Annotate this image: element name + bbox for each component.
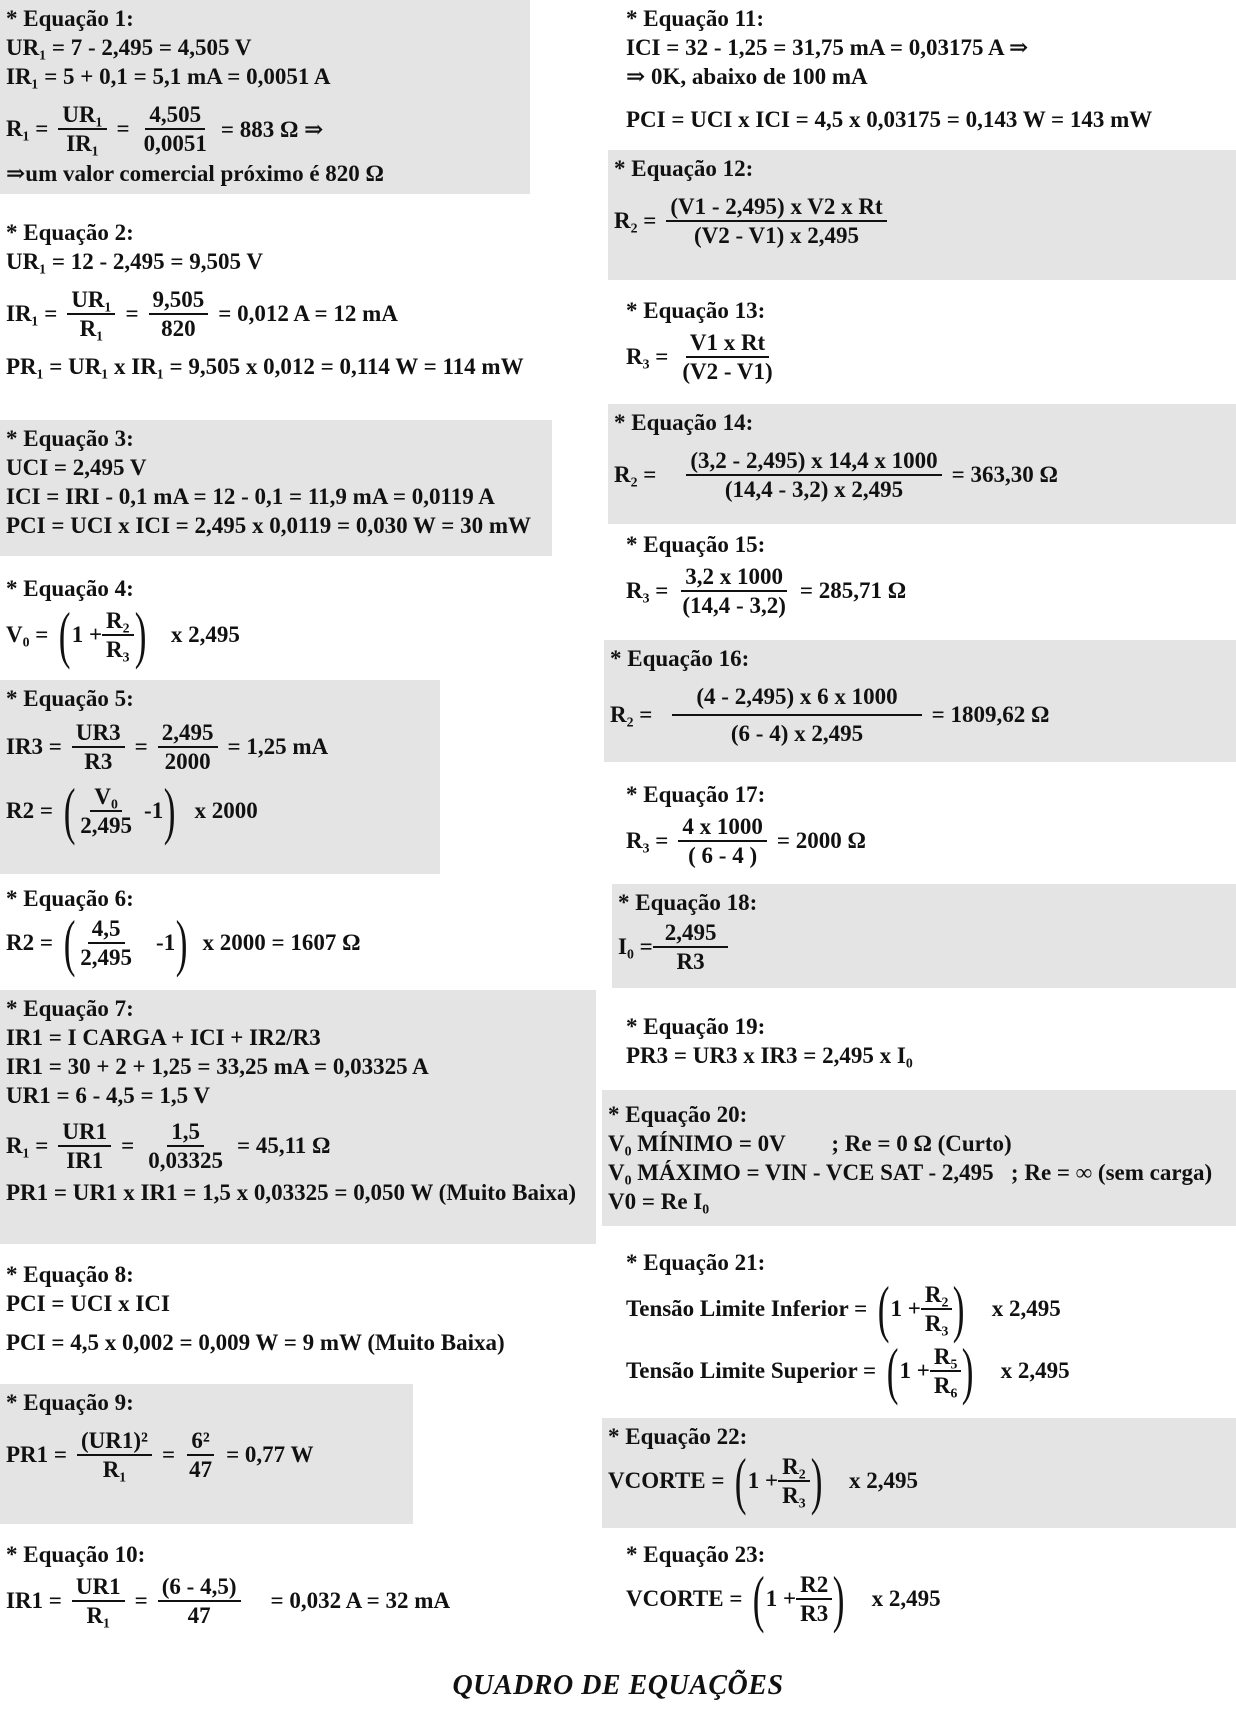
- equation-21: [620, 1244, 1232, 1410]
- equation-14: [608, 404, 1236, 524]
- equation-15: [620, 526, 1232, 626]
- term: 1 +: [747, 1468, 779, 1493]
- denominator: R₃: [782, 1483, 806, 1508]
- numerator: R₅: [930, 1343, 962, 1372]
- numerator: 4 x 1000: [678, 813, 767, 842]
- equation-title: * Equação 6:: [6, 886, 134, 911]
- lhs: R₂ =: [614, 208, 657, 233]
- fraction: [778, 1453, 810, 1509]
- result: x 2,495: [848, 1468, 918, 1493]
- lhs: R₁ =: [6, 1133, 49, 1158]
- equation-line: V₀ MÁXIMO = VIN - VCE SAT - 2,495 ; Re = ∞ (sem carga): [608, 1160, 1213, 1185]
- equation-3: [0, 420, 552, 556]
- denominator: 47: [187, 1603, 211, 1628]
- denominator: IR₁: [66, 131, 99, 156]
- equation-title: * Equação 21:: [626, 1250, 766, 1275]
- denominator: (14,4 - 3,2): [682, 593, 786, 618]
- lhs: VCORTE =: [608, 1468, 725, 1493]
- lhs: R₂ =: [614, 462, 657, 487]
- equation-title: * Equação 4:: [6, 576, 134, 601]
- equation-fraction-row: R₁ = $\frac{UR1}{IR1}$ = $\frac{1,5}{0,03325}$ = 45,11 Ω: [6, 1119, 331, 1173]
- fraction: [678, 813, 767, 869]
- denominator: 2,495: [80, 813, 133, 838]
- result: = 0,012 A = 12 mA: [218, 301, 398, 326]
- equation-title: * Equação 12:: [614, 156, 754, 181]
- equation-fraction-row: [626, 813, 1226, 869]
- result: = 883 Ω ⇒: [220, 116, 324, 142]
- equation-fraction-row: [626, 329, 1226, 385]
- page-title: QUADRO DE EQUAÇÕES: [452, 1670, 784, 1701]
- equation-title: * Equação 9:: [6, 1390, 134, 1415]
- equation-line: V0 = Re I₀: [608, 1189, 710, 1214]
- equation-13: [620, 292, 1232, 392]
- numerator: UR3: [72, 719, 125, 748]
- parenthesized-expression: ( 1 + $\frac{\text{R₂}}{\text{R₃}}$ ): [877, 1273, 965, 1344]
- numerator: 6²: [187, 1427, 213, 1456]
- equation-line: V₀ MÍNIMO = 0V ; Re = 0 Ω (Curto): [608, 1131, 1012, 1156]
- numerator: 2,495: [653, 919, 729, 948]
- equation-title: * Equação 13:: [626, 298, 766, 323]
- fraction: [666, 193, 886, 249]
- equation-title: * Equação 19:: [626, 1014, 766, 1039]
- equation-20: [602, 1090, 1236, 1226]
- fraction: [653, 919, 729, 975]
- parenthesized-expression: ( $\frac{\text{V₀}}{2,495}$ -1 ): [63, 775, 176, 846]
- numerator: R₂: [778, 1453, 810, 1482]
- result: = 0,77 W: [226, 1442, 314, 1467]
- denominator: R₁: [86, 1603, 111, 1628]
- fraction: [58, 101, 106, 157]
- parenthesized-expression: ( 1 + $\frac{\text{R₂}}{\text{R₃}}$ ): [59, 599, 147, 670]
- equation-fraction-row: R₁ = $\frac{\text{UR₁}}{\text{IR₁}}$ = $\frac{4,505}{0,0051}$ = 883 Ω ⇒: [6, 102, 324, 156]
- lhs: R2 =: [6, 930, 53, 955]
- equation-title: * Equação 23:: [626, 1542, 766, 1567]
- lhs: I₀ =: [618, 934, 653, 959]
- lhs: VCORTE =: [626, 1586, 743, 1611]
- denominator: 820: [161, 316, 196, 341]
- numerator: 4,5: [88, 915, 125, 944]
- equation-fraction-row: PR1 = $\frac{\text{(UR1)²}}{\text{R₁}}$ = $\frac{\text{6²}}{47}$ = 0,77 W: [6, 1428, 314, 1482]
- fraction: [672, 683, 921, 747]
- fraction: [72, 1573, 125, 1629]
- equation-line: PCI = UCI x ICI: [6, 1291, 170, 1316]
- fraction: [796, 1571, 832, 1627]
- numerator: R₂: [921, 1281, 953, 1310]
- equation-line: PR₁ = UR₁ x IR₁ = 9,505 x 0,012 = 0,114 W = 114 mW: [6, 354, 524, 379]
- equation-title: * Equação 5:: [6, 686, 134, 711]
- parenthesized-expression: ( $\frac{4,5}{2,495}$ -1 ): [63, 907, 188, 978]
- equation-22: [602, 1418, 1236, 1528]
- equation-fraction-row: [626, 1335, 1226, 1406]
- denominator: R3: [800, 1601, 829, 1626]
- equation-title: * Equação 22:: [608, 1424, 748, 1449]
- result: x 2000 = 1607 Ω: [202, 930, 361, 955]
- equation-title: * Equação 16:: [610, 646, 750, 671]
- result: x 2000: [194, 798, 258, 823]
- equation-title: * Equação 10:: [6, 1542, 146, 1567]
- denominator: 0,03325: [148, 1148, 223, 1173]
- term: 1 +: [71, 622, 103, 647]
- equation-title: * Equação 14:: [614, 410, 754, 435]
- equation-2: [0, 214, 590, 404]
- result: x 2,495: [170, 622, 240, 647]
- equation-fraction-row: [608, 1445, 1230, 1516]
- equation-title: * Equação 3:: [6, 426, 134, 451]
- equation-fraction-row: [626, 1273, 1226, 1344]
- equation-line: IR1 = 30 + 2 + 1,25 = 33,25 mA = 0,03325 A: [6, 1054, 429, 1079]
- denominator: (14,4 - 3,2) x 2,495: [724, 477, 904, 502]
- parenthesized-expression: ( 1 + $\frac{\text{R₂}}{\text{R₃}}$ ): [735, 1445, 823, 1516]
- fraction: [67, 286, 115, 342]
- equation-9: [0, 1384, 413, 1524]
- equation-title: * Equação 17:: [626, 782, 766, 807]
- equation-fraction-row: [626, 1563, 1226, 1634]
- equation-title: * Equação 2:: [6, 220, 134, 245]
- lhs: R2 =: [6, 798, 53, 823]
- equation-line: PCI = 4,5 x 0,002 = 0,009 W = 9 mW (Muito Baixa): [6, 1330, 505, 1355]
- equation-17: [620, 776, 1232, 876]
- term: 1 +: [765, 1586, 797, 1611]
- equation-6: [0, 880, 560, 980]
- result: = 285,71 Ω: [799, 578, 907, 603]
- equation-line: UCI = 2,495 V: [6, 455, 147, 480]
- fraction: [158, 719, 218, 775]
- denominator: R₃: [924, 1311, 949, 1336]
- lhs: IR1 =: [6, 1588, 62, 1613]
- numerator: 4,505: [145, 101, 205, 130]
- lhs: IR₁ =: [6, 301, 58, 326]
- equation-title: * Equação 18:: [618, 890, 758, 915]
- fraction: [144, 1118, 227, 1174]
- denominator: (6 - 4) x 2,495: [730, 721, 864, 746]
- lhs: Tensão Limite Inferior =: [626, 1296, 868, 1321]
- fraction: [102, 607, 134, 663]
- result: = 363,30 Ω: [951, 462, 1058, 487]
- equation-4: [0, 570, 440, 670]
- numerator: 3,2 x 1000: [681, 563, 787, 592]
- fraction: [678, 329, 776, 385]
- equation-title: * Equação 15:: [626, 532, 766, 557]
- equation-line: IR₁ = 5 + 0,1 = 5,1 mA = 0,0051 A: [6, 64, 331, 89]
- equation-line: ICI = 32 - 1,25 = 31,75 mA = 0,03175 A ⇒: [626, 35, 1029, 60]
- equation-fraction-row: [614, 193, 1230, 249]
- equation-fraction-row: [6, 775, 434, 846]
- denominator: (V2 - V1): [682, 359, 773, 384]
- term: -1: [144, 798, 164, 823]
- numerator: R2: [796, 1571, 832, 1600]
- numerator: UR₁: [58, 101, 106, 130]
- equation-fraction-row: [626, 563, 1226, 619]
- fraction: [686, 447, 941, 503]
- equation-line: UR₁ = 7 - 2,495 = 4,505 V: [6, 35, 252, 60]
- numerator: (4 - 2,495) x 6 x 1000: [672, 683, 921, 716]
- equation-23: [620, 1536, 1232, 1646]
- numerator: (V1 - 2,495) x V2 x Rt: [666, 193, 886, 222]
- denominator: R₁: [79, 316, 104, 341]
- denominator: R₆: [933, 1373, 958, 1398]
- equation-12: [608, 150, 1236, 280]
- equation-line: UR₁ = 12 - 2,495 = 9,505 V: [6, 249, 263, 274]
- equation-16: [604, 640, 1236, 762]
- equation-1: [0, 0, 530, 194]
- result: = 45,11 Ω: [236, 1133, 331, 1158]
- equation-line: ⇒ 0K, abaixo de 100 mA: [626, 64, 868, 89]
- denominator: R3: [676, 949, 705, 974]
- numerator: UR₁: [67, 286, 115, 315]
- denominator: R₁: [102, 1457, 127, 1482]
- numerator: UR1: [58, 1118, 111, 1147]
- result: = 1809,62 Ω: [931, 702, 1050, 727]
- equation-5: [0, 680, 440, 874]
- fraction: [921, 1281, 953, 1337]
- lhs: R₁ =: [6, 116, 49, 141]
- equation-fraction-row: [610, 683, 1230, 747]
- equation-11: [620, 0, 1232, 140]
- denominator: ( 6 - 4 ): [688, 843, 758, 868]
- parenthesized-expression: ( 1 + $\frac{R2}{R3}$ ): [753, 1563, 845, 1634]
- numerator: (6 - 4,5): [158, 1573, 241, 1602]
- lhs: V₀ =: [6, 622, 49, 647]
- term: -1: [156, 930, 176, 955]
- fraction: [76, 783, 136, 839]
- equation-line: ICI = IRI - 0,1 mA = 12 - 0,1 = 11,9 mA = 0,0119 A: [6, 484, 495, 509]
- fraction: [58, 1118, 111, 1174]
- equation-title: * Equação 1:: [6, 6, 134, 31]
- denominator: 47: [189, 1457, 213, 1482]
- result: = 2000 Ω: [776, 828, 866, 853]
- fraction: [76, 915, 136, 971]
- equation-line: IR1 = I CARGA + ICI + IR2/R3: [6, 1025, 321, 1050]
- numerator: 1,5: [167, 1118, 204, 1147]
- numerator: 2,495: [158, 719, 218, 748]
- lhs: R₃ =: [626, 828, 669, 853]
- denominator: 2,495: [80, 945, 133, 970]
- term: 1 +: [890, 1296, 921, 1321]
- term: 1 +: [899, 1358, 930, 1383]
- fraction: [678, 563, 789, 619]
- equation-7: [0, 990, 596, 1244]
- fraction: [140, 101, 211, 157]
- numerator: (3,2 - 2,495) x 14,4 x 1000: [686, 447, 941, 476]
- lhs: PR1 =: [6, 1442, 68, 1467]
- result: = 1,25 mA: [227, 734, 329, 759]
- result: = 0,032 A = 32 mA: [270, 1588, 451, 1613]
- equation-fraction-row: [614, 447, 1230, 503]
- denominator: R₃: [106, 637, 130, 662]
- numerator: R₂: [102, 607, 134, 636]
- equation-fraction-row: [6, 599, 434, 670]
- lhs: Tensão Limite Superior =: [626, 1358, 877, 1383]
- numerator: (UR1)²: [77, 1427, 152, 1456]
- equation-18: [612, 884, 1236, 988]
- equation-line: PCI = UCI x ICI = 2,495 x 0,0119 = 0,030 W = 30 mW: [6, 513, 532, 538]
- equation-title: * Equação 8:: [6, 1262, 134, 1287]
- result: x 2,495: [991, 1296, 1061, 1321]
- equation-fraction-row: IR3 = $\frac{UR3}{R3}$ = $\frac{2,495}{2000}$ = 1,25 mA: [6, 720, 329, 774]
- numerator: 9,505: [149, 286, 209, 315]
- result: x 2,495: [871, 1586, 941, 1611]
- result: x 2,495: [1000, 1358, 1070, 1383]
- equation-line: ⇒um valor comercial próximo é 820 Ω: [6, 161, 384, 186]
- parenthesized-expression: ( 1 + $\frac{\text{R₅}}{\text{R₆}}$ ): [886, 1335, 974, 1406]
- lhs: IR3 =: [6, 734, 62, 759]
- denominator: R3: [84, 749, 113, 774]
- equation-10: [0, 1536, 560, 1646]
- fraction: [77, 1427, 152, 1483]
- equation-fraction-row: [618, 919, 1230, 975]
- denominator: 2000: [164, 749, 211, 774]
- fraction: [158, 1573, 241, 1629]
- lhs: R₃ =: [626, 344, 669, 369]
- lhs: R₂ =: [610, 702, 653, 727]
- denominator: 0,0051: [143, 131, 207, 156]
- equation-line: PR1 = UR1 x IR1 = 1,5 x 0,03325 = 0,050 W (Muito Baixa): [6, 1180, 577, 1205]
- equation-19: [620, 1008, 1232, 1078]
- fraction: [930, 1343, 962, 1399]
- numerator: V₀: [90, 783, 122, 812]
- fraction: [149, 286, 209, 342]
- numerator: V1 x Rt: [686, 329, 769, 358]
- equation-title: * Equação 20:: [608, 1102, 748, 1127]
- equation-title: * Equação 7:: [6, 996, 134, 1021]
- numerator: UR1: [72, 1573, 125, 1602]
- equation-line: PR3 = UR3 x IR3 = 2,495 x I₀: [626, 1043, 913, 1068]
- equation-fraction-row: IR1 = $\frac{UR1}{\text{R₁}}$ = $\frac{(6 - 4,5)}{47}$ = 0,032 A = 32 mA: [6, 1574, 451, 1628]
- denominator: IR1: [66, 1148, 104, 1173]
- equation-fraction-row: [6, 907, 554, 978]
- equation-8: [0, 1256, 596, 1372]
- fraction: [185, 1427, 216, 1483]
- equation-line: PCI = UCI x ICI = 4,5 x 0,03175 = 0,143 W = 143 mW: [626, 107, 1153, 132]
- lhs: R₃ =: [626, 578, 669, 603]
- denominator: (V2 - V1) x 2,495: [694, 223, 860, 248]
- equation-fraction-row: IR₁ = $\frac{\text{UR₁}}{\text{R₁}}$ = $\frac{9,505}{820}$ = 0,012 A = 12 mA: [6, 287, 398, 341]
- equation-line: UR1 = 6 - 4,5 = 1,5 V: [6, 1083, 211, 1108]
- equation-title: * Equação 11:: [626, 6, 765, 31]
- fraction: [72, 719, 125, 775]
